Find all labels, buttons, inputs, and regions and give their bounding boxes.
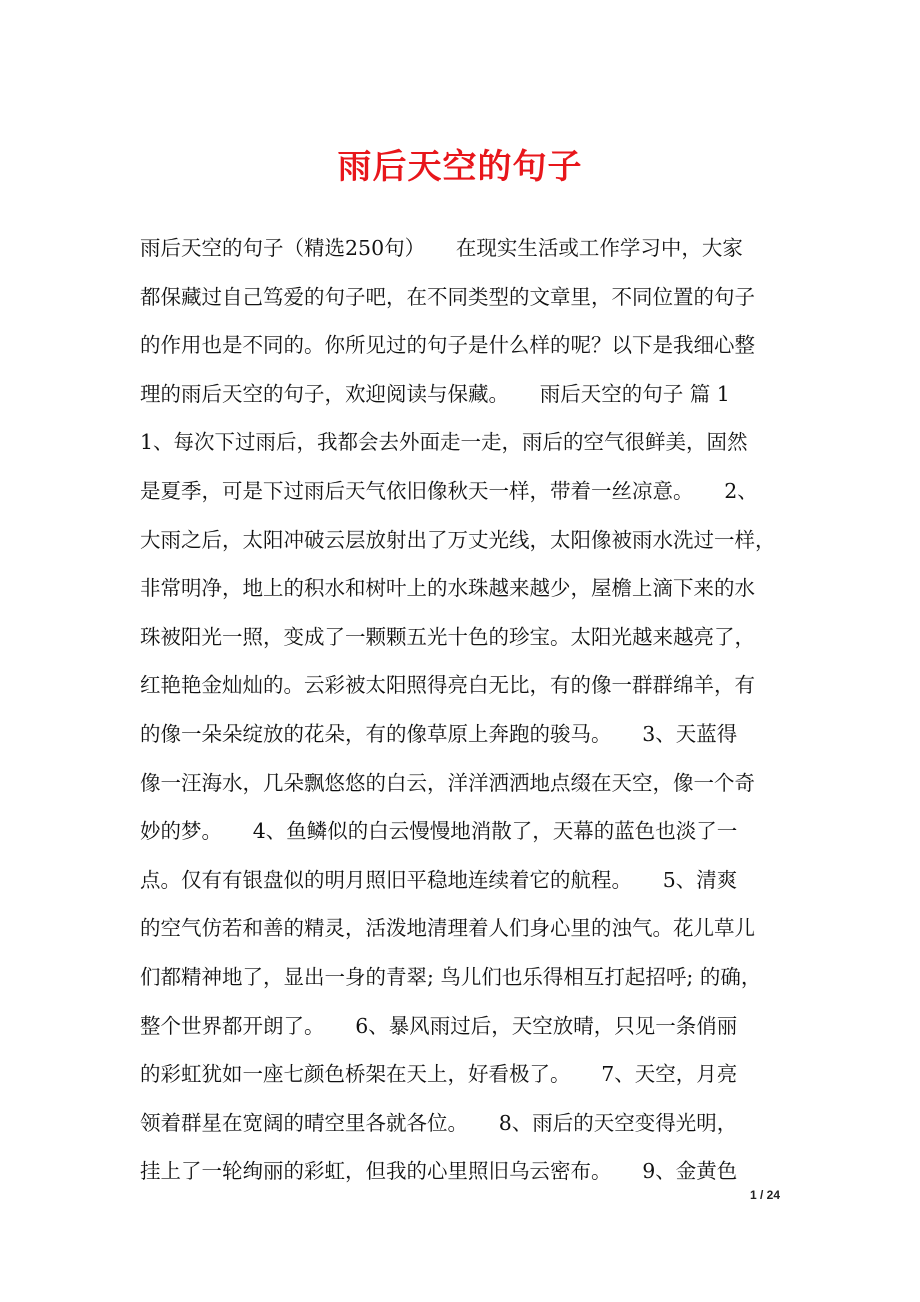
text-line: 像一汪海水，几朵飘悠悠的白云，洋洋洒洒地点缀在天空，像一个奇: [140, 770, 755, 795]
text-line: 雨后天空的句子（精选250句） 在现实生活或工作学习中，大家: [140, 236, 743, 260]
text-line: 非常明净，地上的积水和树叶上的水珠越来越少，屋檐上滴下来的水: [140, 576, 755, 601]
text-line: 珠被阳光一照，变成了一颗颗五光十色的珍宝。太阳光越来越亮了，: [140, 624, 755, 649]
text-line: 整个世界都开朗了。 6、暴风雨过后，天空放晴，只见一条俏丽: [140, 1013, 738, 1038]
text-line: 的彩虹犹如一座七颜色桥架在天上，好看极了。 7、天空，月亮: [140, 1062, 738, 1087]
text-line: 挂上了一轮绚丽的彩虹，但我的心里照旧乌云密布。 9、金黄色: [140, 1159, 738, 1184]
text-line: 领着群星在宽阔的晴空里各就各位。 8、雨后的天空变得光明，: [140, 1110, 738, 1135]
text-line: 们都精神地了，显出一身的青翠; 鸟儿们也乐得相互打起招呼; 的确，: [140, 964, 762, 989]
text-line: 红艳艳金灿灿的。云彩被太阳照得亮白无比，有的像一群群绵羊，有: [140, 673, 755, 698]
document-title: 雨后天空的句子: [337, 147, 583, 187]
text-line: 都保藏过自己笃爱的句子吧，在不同类型的文章里，不同位置的句子: [140, 284, 755, 309]
text-line: 理的雨后天空的句子，欢迎阅读与保藏。 雨后天空的句子 篇 1: [140, 381, 730, 406]
text-line: 的空气仿若和善的精灵，活泼地清理着人们身心里的浊气。花儿草儿: [140, 916, 755, 941]
text-line: 是夏季，可是下过雨后天气依旧像秋天一样，带着一丝凉意。 2、: [140, 478, 758, 503]
text-line: 的作用也是不同的。你所见过的句子是什么样的呢？以下是我细心整: [140, 333, 755, 358]
text-line: 1、每次下过雨后，我都会去外面走一走，雨后的空气很鲜美，固然: [140, 430, 748, 455]
text-line: 点。仅有有银盘似的明月照旧平稳地连续着它的航程。 5、清爽: [140, 867, 738, 892]
page-number: 1 / 24: [749, 1188, 780, 1202]
document-body: [140, 224, 780, 1196]
text-line: 的像一朵朵绽放的花朵，有的像草原上奔跑的骏马。 3、天蓝得: [140, 721, 738, 746]
text-line: 大雨之后，太阳冲破云层放射出了万丈光线，太阳像被雨水洗过一样，: [140, 527, 776, 552]
text-line: 妙的梦。 4、鱼鳞似的白云慢慢地消散了，天幕的蓝色也淡了一: [140, 819, 738, 844]
